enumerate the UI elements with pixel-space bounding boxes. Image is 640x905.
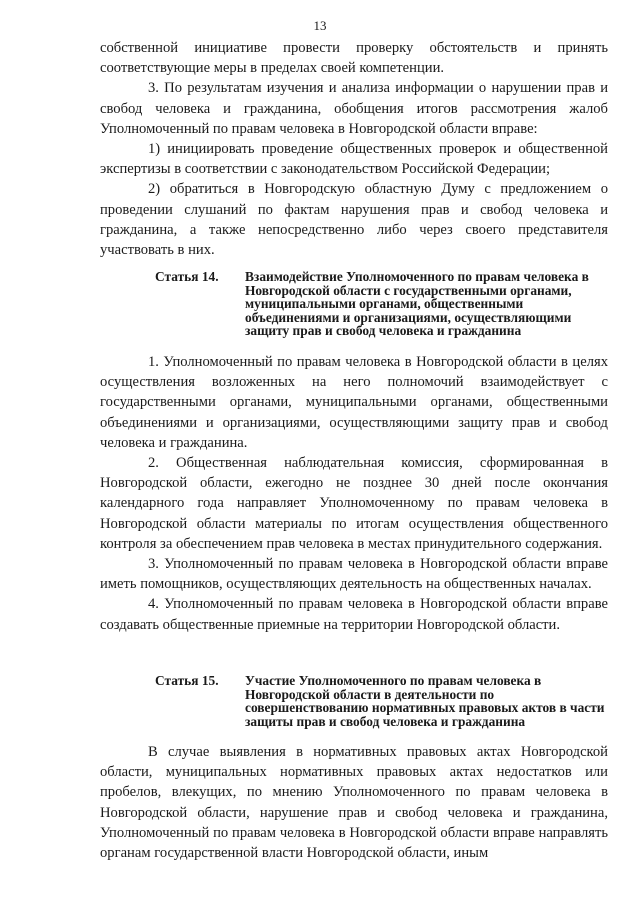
paragraph-subitem-1: 1) инициировать проведение общественных проверок и общественной экспертизы в соответствии с законодательством Российской Федерации; — [100, 141, 608, 178]
paragraph-continuation: собственной инициативе провести проверку обстоятельств и принять соответствующие меры в пределах своей компетенции. — [100, 40, 608, 77]
article-14-label: Статья 14. — [155, 269, 219, 284]
article-15-title: Участие Уполномоченного по правам человека в Новгородской области в деятельности по совершенствованию нормативных правовых актов в части защиты прав и свобод человека и гражданина — [245, 673, 605, 729]
article-15-body — [100, 742, 608, 863]
top-paragraphs — [100, 38, 608, 260]
article-14-paragraph-3: 3. Уполномоченный по правам человека в Новгородской области вправе иметь помощников, осуществляющих деятельность на общественных началах. — [100, 556, 608, 593]
article-15-paragraph-1: В случае выявления в нормативных правовых актах Новгородской области, муниципальных нормативных правовых актах недостатков или пробелов, влекущих, по мнению Уполномоченного по правам человека в Новгородской области, нарушение прав и свобод человека и гражданина, Уполномоченный по правам человека в Новгородской области вправе направлять органам государственной власти Новгородской области, иным — [100, 744, 608, 862]
article-14-heading — [155, 270, 605, 338]
article-15-label: Статья 15. — [155, 673, 219, 688]
article-14-title: Взаимодействие Уполномоченного по правам человека в Новгородской области с государственными органами, муниципальными органами, общественными объединениями и организациями, осуществляющими защиту прав и свобод человека и гражданина — [245, 269, 589, 339]
article-14-body — [100, 352, 608, 635]
article-14-paragraph-4: 4. Уполномоченный по правам человека в Новгородской области вправе создавать общественные приемные на территории Новгородской области. — [100, 596, 608, 633]
paragraph-subitem-2: 2) обратиться в Новгородскую областную Думу с предложением о проведении слушаний по фактам нарушения прав и свобод человека и гражданина, а также непосредственно либо через своего представителя участвовать в них. — [100, 181, 608, 259]
article-14-paragraph-1: 1. Уполномоченный по правам человека в Новгородской области в целях осуществления возложенных на него полномочий взаимодействует с государственными органами, муниципальными органами, общественными объединениями и организациями, осуществляющими защиту прав и свобод человека и гражданина. — [100, 354, 608, 451]
article-14-paragraph-2: 2. Общественная наблюдательная комиссия, сформированная в Новгородской области, ежегодно не позднее 30 дней после окончания календарного года направляет Уполномоченному по правам человека в Новгородской области материалы по итогам осуществления общественного контроля за обеспечением прав человека в местах принудительного содержания. — [100, 455, 608, 552]
article-15-heading — [155, 674, 605, 728]
paragraph-item-3: 3. По результатам изучения и анализа информации о нарушении прав и свобод человека и гражданина, обобщения итогов рассмотрения жалоб Уполномоченный по правам человека в Новгородской области вправе: — [100, 80, 608, 137]
page-number: 13 — [313, 18, 327, 33]
